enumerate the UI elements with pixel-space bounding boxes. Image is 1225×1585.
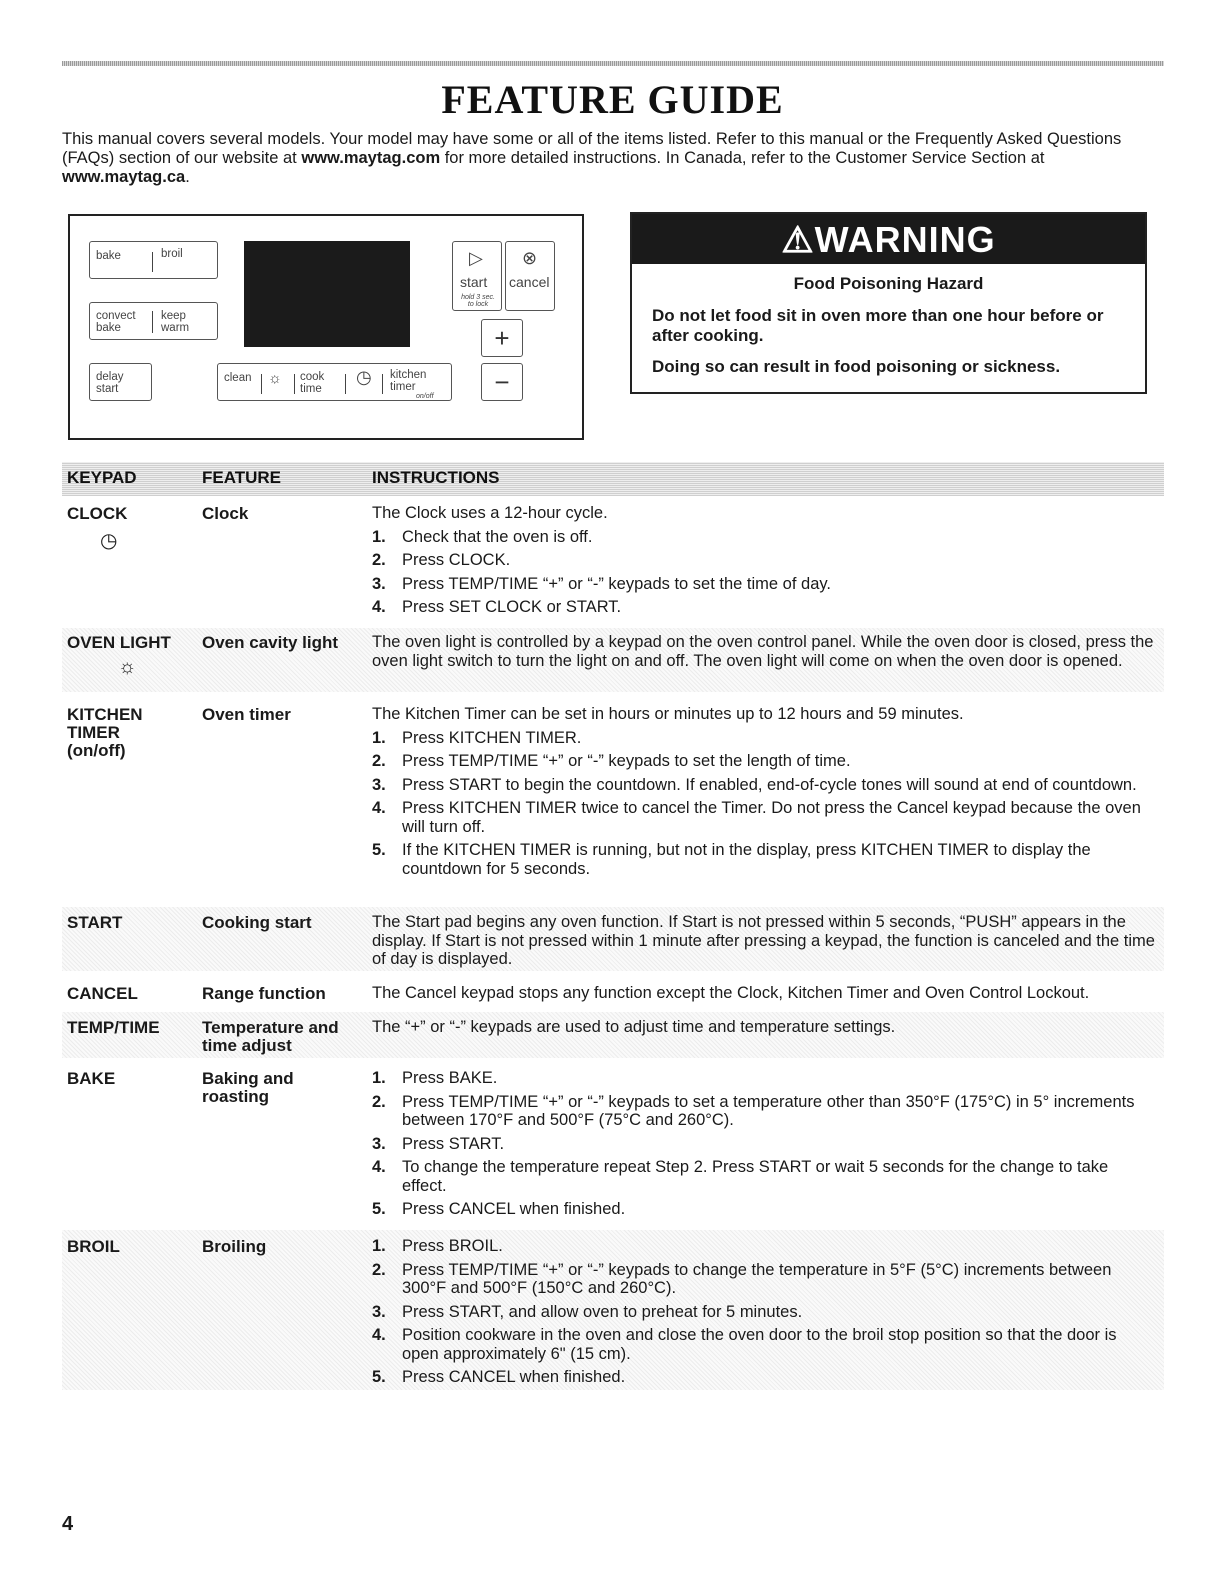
cancel-key [505, 241, 555, 311]
clean-label: clean [224, 372, 252, 384]
warning-box [630, 212, 1147, 394]
kitchen-timer-label: kitchen timer [390, 369, 427, 393]
lead-text: The Kitchen Timer can be set in hours or minutes up to 12 hours and 59 minutes. [372, 705, 964, 723]
list-item: 2. Press TEMP/TIME “+” or “-” keypads to change the temperature in 5°F (5°C) increments between 300°F and 500°F (150°C and 260°C). [372, 1260, 1112, 1297]
keypad-cell: CANCEL [67, 984, 138, 1003]
step-text: Position cookware in the oven and close the oven door to the broil stop position so that the door is open approximately 6" (15 cm). [402, 1326, 1117, 1363]
list-item: 4. Press SET CLOCK or START. [372, 598, 622, 616]
header-feature: FEATURE [202, 468, 282, 487]
step-text: Press BROIL. [402, 1237, 503, 1255]
cancel-label: cancel [509, 274, 550, 290]
list-item: 4. Position cookware in the oven and close the oven door to the broil stop position so that the door is open approximately 6" (15 cm). [372, 1326, 1117, 1363]
warning-line-1: Do not let food sit in oven more than one hour before or after cooking. [652, 306, 1104, 345]
plus-key: + [481, 319, 523, 357]
feature-cell: Cooking start [202, 913, 312, 932]
warning-subtitle: Food Poisoning Hazard [793, 274, 984, 293]
bake-broil-key [89, 241, 218, 279]
step-text: Press START to begin the countdown. If enabled, end-of-cycle tones will sound at end of countdown. [402, 775, 1137, 794]
header-keypad: KEYPAD [67, 468, 137, 487]
start-key [452, 241, 502, 311]
website-ca: www.maytag.ca [62, 168, 186, 186]
feature-cell: Baking and roasting [202, 1069, 294, 1106]
feature-cell: Broiling [202, 1237, 267, 1256]
keep-warm-label: keep warm [161, 310, 190, 334]
intro-text-2: for more detailed instructions. In Canada, refer to the Customer Service Section at [440, 149, 1045, 167]
bake-label: bake [96, 250, 121, 262]
feature-cell: Range function [202, 984, 326, 1003]
step-text: Press TEMP/TIME “+” or “-” keypads to set a temperature other than 350°F (175°C) in 5° increments between 170°F and 500°F (75°C and 260°C). [402, 1092, 1135, 1129]
step-text: Press KITCHEN TIMER. [402, 728, 582, 747]
table-row [62, 500, 1164, 622]
intro-paragraph [62, 130, 1172, 187]
warning-heading: ⚠WARNING [632, 214, 1145, 264]
list-item: 3. Press START to begin the countdown. If enabled, end-of-cycle tones will sound at end of countdown. [372, 775, 1137, 794]
step-text: Press CANCEL when finished. [402, 1368, 626, 1386]
keypad-cell: BAKE [67, 1069, 116, 1088]
instructions-cell [372, 1064, 1157, 1219]
step-text: Press START. [402, 1134, 505, 1153]
list-item: 5. Press CANCEL when finished. [372, 1200, 626, 1218]
keypad-cell: TEMP/TIME [67, 1018, 160, 1037]
convect-bake-label: convect bake [96, 310, 136, 334]
list-item: 3. Press START, and allow oven to preheat for 5 minutes. [372, 1302, 803, 1321]
instructions-cell [372, 1232, 1157, 1387]
instructions-cell [372, 705, 1157, 878]
list-item: 1. Press KITCHEN TIMER. [372, 728, 582, 747]
convect-keepwarm-key [89, 302, 218, 340]
keypad-cell: BROIL [67, 1237, 120, 1256]
lead-text: The oven light is controlled by a keypad on the oven control panel. While the oven door is closed, press the oven light switch to turn the light on and off. The oven light will come on when the oven door is opened. [372, 633, 1154, 670]
page-number: 4 [62, 1513, 74, 1535]
list-item: 5. If the KITCHEN TIMER is running, but not in the display, press KITCHEN TIMER to display the countdown for 5 seconds. [372, 841, 1091, 878]
table-row [62, 907, 1164, 971]
start-label: start [460, 274, 488, 290]
step-text: Press TEMP/TIME “+” or “-” keypads to change the temperature in 5°F (5°C) increments between 300°F and 500°F (150°C and 260°C). [402, 1260, 1112, 1297]
list-item: 1. Press BROIL. [372, 1237, 503, 1255]
feature-cell: Temperature and time adjust [202, 1018, 339, 1055]
feature-cell: Oven cavity light [202, 633, 339, 652]
table-header [62, 462, 1164, 496]
minus-key: − [481, 363, 523, 401]
list-item: 1. Press BAKE. [372, 1069, 498, 1087]
lead-text: The Cancel keypad stops any function except the Clock, Kitchen Timer and Oven Control Lockout. [372, 984, 1090, 1002]
step-text: If the KITCHEN TIMER is running, but not in the display, press KITCHEN TIMER to display the countdown for 5 seconds. [402, 841, 1091, 878]
table-row [62, 700, 1164, 900]
step-text: Press TEMP/TIME “+” or “-” keypads to set the time of day. [402, 574, 831, 593]
table-row [62, 1012, 1164, 1058]
header-instructions: INSTRUCTIONS [372, 468, 500, 487]
list-item: 4. Press KITCHEN TIMER twice to cancel the Timer. Do not press the Cancel keypad because the oven will turn off. [372, 799, 1141, 836]
step-text: Press KITCHEN TIMER twice to cancel the Timer. Do not press the Cancel keypad because the oven will turn off. [402, 799, 1141, 836]
onoff-label: on/off [416, 393, 434, 400]
lead-text: The “+” or “-” keypads are used to adjust time and temperature settings. [372, 1018, 896, 1036]
list-item: 3. Press TEMP/TIME “+” or “-” keypads to set the time of day. [372, 574, 831, 593]
oven-light-icon: ☼ [118, 656, 137, 678]
step-text: Press BAKE. [402, 1069, 498, 1087]
keypad-cell: CLOCK [67, 504, 128, 523]
hold-lock-label: hold 3 sec. to lock [461, 294, 495, 308]
table-row [62, 628, 1164, 692]
cook-time-label: cook time [300, 371, 325, 395]
list-item: 2. Press TEMP/TIME “+” or “-” keypads to set the length of time. [372, 752, 851, 770]
step-text: Press SET CLOCK or START. [402, 598, 622, 616]
list-item: 3. Press START. [372, 1134, 505, 1153]
list-item: 2. Press CLOCK. [372, 551, 511, 569]
website-us: www.maytag.com [301, 149, 441, 167]
keypad-cell: KITCHEN TIMER (on/off) [67, 705, 143, 760]
intro-text-1: This manual covers several models. Your model may have some or all of the items listed. Refer to this manual or the Frequently Asked Questions (FAQs) section of our website at [62, 130, 1122, 167]
list-item: 2. Press TEMP/TIME “+” or “-” keypads to set a temperature other than 350°F (175°C) in 5° increments between 170°F and 500°F (75°C and 260°C). [372, 1092, 1135, 1129]
list-item: 4. To change the temperature repeat Step 2. Press START or wait 5 seconds for the change to take effect. [372, 1158, 1109, 1195]
table-row [62, 978, 1164, 1010]
instructions-cell [372, 1018, 1157, 1037]
start-arrow-icon: ▷ [469, 248, 483, 268]
feature-cell: Clock [202, 504, 249, 523]
table-row [62, 1064, 1164, 1230]
instructions-cell [372, 633, 1157, 670]
keypad-cell: OVEN LIGHT [67, 633, 171, 652]
clock-icon: ◷ [356, 367, 372, 387]
cancel-x-icon: ⊗ [522, 248, 538, 268]
step-text: To change the temperature repeat Step 2. Press START or wait 5 seconds for the change to take effect. [402, 1158, 1109, 1195]
table-row [62, 1230, 1164, 1390]
oven-display [244, 241, 410, 347]
step-text: Press CLOCK. [402, 551, 511, 569]
list-item: 1. Check that the oven is off. [372, 527, 593, 546]
step-text: Press START, and allow oven to preheat for 5 minutes. [402, 1302, 803, 1321]
keypad-cell: START [67, 913, 123, 932]
instructions-cell [372, 504, 1157, 617]
step-text: Press CANCEL when finished. [402, 1200, 626, 1218]
oven-light-icon: ☼ [268, 370, 282, 387]
instructions-cell [372, 984, 1157, 1003]
lead-text: The Clock uses a 12-hour cycle. [372, 504, 608, 522]
delay-start-label: delay start [96, 371, 124, 395]
list-item: 5. Press CANCEL when finished. [372, 1368, 626, 1386]
broil-label: broil [161, 248, 183, 260]
step-text: Press TEMP/TIME “+” or “-” keypads to set the length of time. [402, 752, 851, 770]
warning-line-2: Doing so can result in food poisoning or sickness. [652, 357, 1061, 376]
instructions-cell [372, 913, 1157, 969]
clock-icon: ◷ [100, 530, 118, 552]
step-text: Check that the oven is off. [402, 527, 593, 546]
page-title: FEATURE GUIDE [441, 77, 784, 122]
intro-text-3: . [185, 168, 190, 186]
feature-cell: Oven timer [202, 705, 291, 724]
lead-text: The Start pad begins any oven function. If Start is not pressed within 5 seconds, “PUSH” appears in the display. If Start is not pressed within 1 minute after pressing a keypad, the function is canceled and the time of day is displayed. [372, 913, 1155, 968]
delay-start-key [89, 363, 152, 401]
top-rule [62, 61, 1164, 66]
function-key-strip [217, 363, 452, 401]
